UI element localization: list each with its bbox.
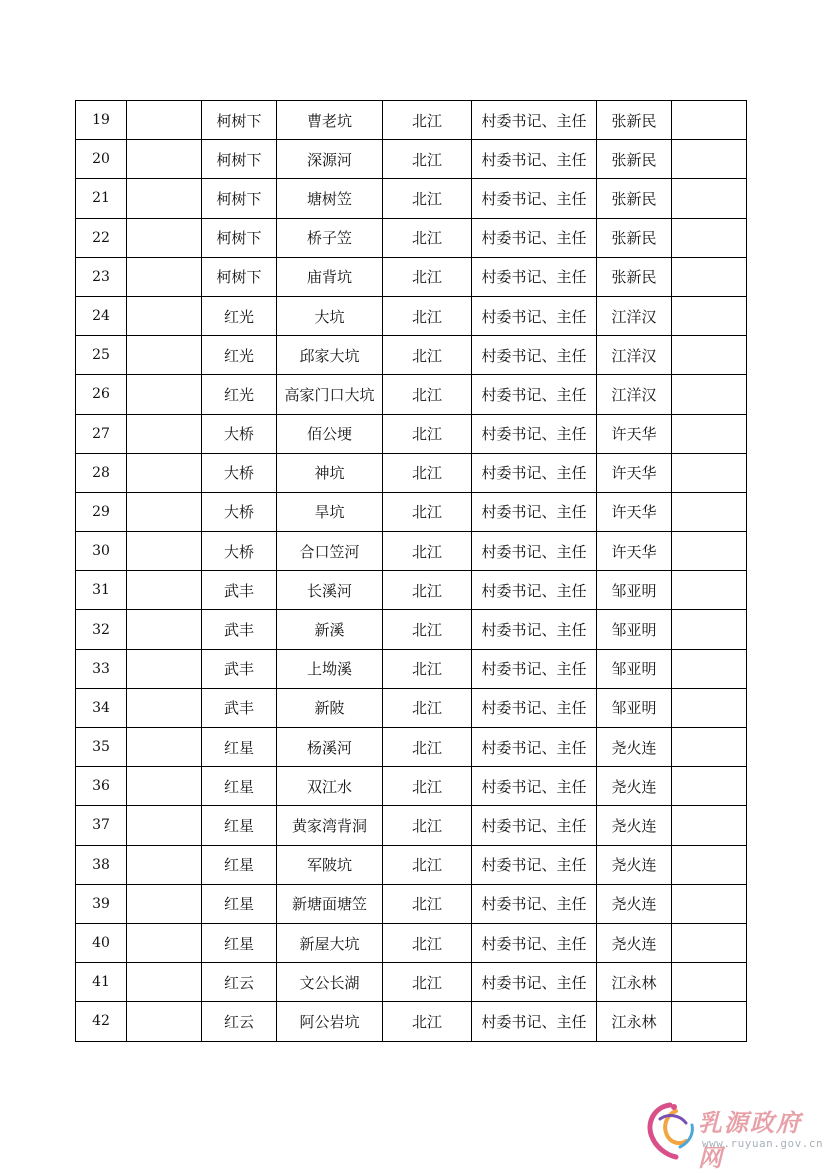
- village-cell: 红云: [202, 1002, 277, 1041]
- basin-cell: 北江: [383, 492, 472, 531]
- position-cell: 村委书记、主任: [472, 845, 597, 884]
- chief-name-cell: 邹亚明: [597, 610, 672, 649]
- blank-cell: [672, 728, 747, 767]
- chief-name-cell: 张新民: [597, 140, 672, 179]
- row-number: 34: [76, 688, 127, 727]
- table-row: [76, 923, 747, 962]
- river-cell: 阿公岩坑: [277, 1002, 383, 1041]
- table-row: [76, 375, 747, 414]
- row-number: 19: [76, 101, 127, 140]
- river-cell: 旱坑: [277, 492, 383, 531]
- basin-cell: 北江: [383, 728, 472, 767]
- basin-cell: 北江: [383, 610, 472, 649]
- basin-cell: 北江: [383, 806, 472, 845]
- chief-name-cell: 张新民: [597, 218, 672, 257]
- row-number: 27: [76, 414, 127, 453]
- village-cell: 柯树下: [202, 101, 277, 140]
- table-row: [76, 218, 747, 257]
- basin-cell: 北江: [383, 296, 472, 335]
- position-cell: 村委书记、主任: [472, 336, 597, 375]
- basin-cell: 北江: [383, 257, 472, 296]
- blank-cell: [127, 923, 202, 962]
- river-cell: 新溪: [277, 610, 383, 649]
- chief-name-cell: 张新民: [597, 101, 672, 140]
- row-number: 23: [76, 257, 127, 296]
- position-cell: 村委书记、主任: [472, 884, 597, 923]
- blank-cell: [127, 571, 202, 610]
- table-row: [76, 532, 747, 571]
- blank-cell: [672, 610, 747, 649]
- river-cell: 深源河: [277, 140, 383, 179]
- position-cell: 村委书记、主任: [472, 688, 597, 727]
- chief-name-cell: 尧火连: [597, 884, 672, 923]
- position-cell: 村委书记、主任: [472, 218, 597, 257]
- row-number: 33: [76, 649, 127, 688]
- river-cell: 新陂: [277, 688, 383, 727]
- site-url: www.ruyuan.gov.cn: [702, 1137, 824, 1150]
- basin-cell: 北江: [383, 414, 472, 453]
- river-cell: 邱家大坑: [277, 336, 383, 375]
- table-body: [76, 101, 747, 1042]
- river-cell: 大坑: [277, 296, 383, 335]
- table-row: [76, 884, 747, 923]
- blank-cell: [672, 375, 747, 414]
- chief-name-cell: 江洋汉: [597, 296, 672, 335]
- river-cell: 文公长湖: [277, 963, 383, 1002]
- row-number: 21: [76, 179, 127, 218]
- table-row: [76, 336, 747, 375]
- blank-cell: [127, 492, 202, 531]
- basin-cell: 北江: [383, 101, 472, 140]
- blank-cell: [127, 728, 202, 767]
- blank-cell: [127, 688, 202, 727]
- village-cell: 大桥: [202, 453, 277, 492]
- chief-name-cell: 张新民: [597, 257, 672, 296]
- position-cell: 村委书记、主任: [472, 532, 597, 571]
- blank-cell: [672, 492, 747, 531]
- blank-cell: [672, 649, 747, 688]
- village-cell: 红星: [202, 845, 277, 884]
- village-cell: 红星: [202, 884, 277, 923]
- blank-cell: [672, 767, 747, 806]
- table-row: [76, 179, 747, 218]
- blank-cell: [127, 140, 202, 179]
- basin-cell: 北江: [383, 453, 472, 492]
- village-cell: 红星: [202, 923, 277, 962]
- dragon-logo-icon: [640, 1097, 702, 1163]
- village-cell: 红星: [202, 806, 277, 845]
- blank-cell: [127, 101, 202, 140]
- row-number: 36: [76, 767, 127, 806]
- row-number: 39: [76, 884, 127, 923]
- row-number: 35: [76, 728, 127, 767]
- chief-name-cell: 江永林: [597, 1002, 672, 1041]
- table-row: [76, 767, 747, 806]
- blank-cell: [127, 453, 202, 492]
- river-cell: 神坑: [277, 453, 383, 492]
- basin-cell: 北江: [383, 688, 472, 727]
- blank-cell: [127, 845, 202, 884]
- blank-cell: [127, 257, 202, 296]
- chief-name-cell: 许天华: [597, 492, 672, 531]
- village-cell: 武丰: [202, 610, 277, 649]
- basin-cell: 北江: [383, 375, 472, 414]
- row-number: 41: [76, 963, 127, 1002]
- basin-cell: 北江: [383, 923, 472, 962]
- chief-name-cell: 尧火连: [597, 923, 672, 962]
- blank-cell: [672, 806, 747, 845]
- chief-name-cell: 许天华: [597, 532, 672, 571]
- chief-name-cell: 尧火连: [597, 845, 672, 884]
- blank-cell: [127, 806, 202, 845]
- village-cell: 红光: [202, 336, 277, 375]
- row-number: 38: [76, 845, 127, 884]
- river-cell: 长溪河: [277, 571, 383, 610]
- position-cell: 村委书记、主任: [472, 1002, 597, 1041]
- river-cell: 黄家湾背洞: [277, 806, 383, 845]
- blank-cell: [672, 296, 747, 335]
- row-number: 37: [76, 806, 127, 845]
- blank-cell: [127, 963, 202, 1002]
- chief-name-cell: 江永林: [597, 963, 672, 1002]
- table-row: [76, 1002, 747, 1041]
- table-row: [76, 963, 747, 1002]
- position-cell: 村委书记、主任: [472, 453, 597, 492]
- river-cell: 双江水: [277, 767, 383, 806]
- blank-cell: [672, 532, 747, 571]
- row-number: 40: [76, 923, 127, 962]
- basin-cell: 北江: [383, 218, 472, 257]
- village-cell: 柯树下: [202, 179, 277, 218]
- position-cell: 村委书记、主任: [472, 492, 597, 531]
- position-cell: 村委书记、主任: [472, 767, 597, 806]
- position-cell: 村委书记、主任: [472, 963, 597, 1002]
- blank-cell: [672, 179, 747, 218]
- blank-cell: [127, 610, 202, 649]
- village-cell: 大桥: [202, 414, 277, 453]
- blank-cell: [127, 532, 202, 571]
- basin-cell: 北江: [383, 649, 472, 688]
- blank-cell: [127, 884, 202, 923]
- blank-cell: [127, 336, 202, 375]
- table-row: [76, 257, 747, 296]
- position-cell: 村委书记、主任: [472, 101, 597, 140]
- basin-cell: 北江: [383, 532, 472, 571]
- row-number: 20: [76, 140, 127, 179]
- blank-cell: [672, 688, 747, 727]
- chief-name-cell: 许天华: [597, 414, 672, 453]
- village-cell: 红星: [202, 728, 277, 767]
- site-title: 乳源政府网: [698, 1109, 802, 1172]
- chief-name-cell: 邹亚明: [597, 688, 672, 727]
- position-cell: 村委书记、主任: [472, 806, 597, 845]
- village-cell: 红光: [202, 375, 277, 414]
- table-row: [76, 610, 747, 649]
- village-cell: 柯树下: [202, 218, 277, 257]
- position-cell: 村委书记、主任: [472, 610, 597, 649]
- chief-name-cell: 尧火连: [597, 767, 672, 806]
- blank-cell: [672, 923, 747, 962]
- village-cell: 红星: [202, 767, 277, 806]
- blank-cell: [672, 336, 747, 375]
- village-cell: 武丰: [202, 571, 277, 610]
- chief-name-cell: 尧火连: [597, 728, 672, 767]
- river-cell: 桥子笠: [277, 218, 383, 257]
- blank-cell: [672, 414, 747, 453]
- basin-cell: 北江: [383, 963, 472, 1002]
- chief-name-cell: 江洋汉: [597, 375, 672, 414]
- village-cell: 柯树下: [202, 257, 277, 296]
- river-cell: 新塘面塘笠: [277, 884, 383, 923]
- blank-cell: [672, 571, 747, 610]
- village-cell: 武丰: [202, 688, 277, 727]
- river-cell: 塘树笠: [277, 179, 383, 218]
- chief-name-cell: 江洋汉: [597, 336, 672, 375]
- row-number: 42: [76, 1002, 127, 1041]
- chief-name-cell: 邹亚明: [597, 649, 672, 688]
- village-cell: 大桥: [202, 532, 277, 571]
- blank-cell: [127, 767, 202, 806]
- table-row: [76, 845, 747, 884]
- blank-cell: [127, 649, 202, 688]
- chief-name-cell: 张新民: [597, 179, 672, 218]
- blank-cell: [672, 1002, 747, 1041]
- table-row: [76, 492, 747, 531]
- basin-cell: 北江: [383, 336, 472, 375]
- basin-cell: 北江: [383, 571, 472, 610]
- blank-cell: [127, 375, 202, 414]
- table-row: [76, 649, 747, 688]
- position-cell: 村委书记、主任: [472, 179, 597, 218]
- village-cell: 红光: [202, 296, 277, 335]
- river-cell: 曹老坑: [277, 101, 383, 140]
- row-number: 31: [76, 571, 127, 610]
- river-cell: 上坳溪: [277, 649, 383, 688]
- chief-name-cell: 许天华: [597, 453, 672, 492]
- row-number: 26: [76, 375, 127, 414]
- basin-cell: 北江: [383, 179, 472, 218]
- chief-name-cell: 邹亚明: [597, 571, 672, 610]
- table-row: [76, 296, 747, 335]
- basin-cell: 北江: [383, 140, 472, 179]
- blank-cell: [127, 296, 202, 335]
- river-cell: 庙背坑: [277, 257, 383, 296]
- position-cell: 村委书记、主任: [472, 375, 597, 414]
- position-cell: 村委书记、主任: [472, 296, 597, 335]
- blank-cell: [127, 414, 202, 453]
- blank-cell: [672, 884, 747, 923]
- blank-cell: [672, 453, 747, 492]
- position-cell: 村委书记、主任: [472, 257, 597, 296]
- position-cell: 村委书记、主任: [472, 414, 597, 453]
- table-row: [76, 571, 747, 610]
- table-row: [76, 453, 747, 492]
- position-cell: 村委书记、主任: [472, 140, 597, 179]
- row-number: 28: [76, 453, 127, 492]
- blank-cell: [672, 218, 747, 257]
- row-number: 24: [76, 296, 127, 335]
- river-cell: 军陂坑: [277, 845, 383, 884]
- river-cell: 合口笠河: [277, 532, 383, 571]
- table-row: [76, 688, 747, 727]
- row-number: 32: [76, 610, 127, 649]
- blank-cell: [127, 218, 202, 257]
- basin-cell: 北江: [383, 845, 472, 884]
- village-cell: 红云: [202, 963, 277, 1002]
- blank-cell: [672, 101, 747, 140]
- table-row: [76, 728, 747, 767]
- row-number: 29: [76, 492, 127, 531]
- table-row: [76, 101, 747, 140]
- blank-cell: [672, 140, 747, 179]
- village-cell: 武丰: [202, 649, 277, 688]
- river-cell: 新屋大坑: [277, 923, 383, 962]
- position-cell: 村委书记、主任: [472, 649, 597, 688]
- row-number: 22: [76, 218, 127, 257]
- river-cell: 高家门口大坑: [277, 375, 383, 414]
- position-cell: 村委书记、主任: [472, 728, 597, 767]
- basin-cell: 北江: [383, 1002, 472, 1041]
- table-row: [76, 140, 747, 179]
- basin-cell: 北江: [383, 884, 472, 923]
- site-watermark-logo: [640, 1097, 824, 1172]
- table-row: [76, 414, 747, 453]
- village-cell: 大桥: [202, 492, 277, 531]
- blank-cell: [127, 179, 202, 218]
- row-number: 30: [76, 532, 127, 571]
- village-cell: 柯树下: [202, 140, 277, 179]
- basin-cell: 北江: [383, 767, 472, 806]
- river-chief-table: [75, 100, 747, 1042]
- blank-cell: [672, 257, 747, 296]
- chief-name-cell: 尧火连: [597, 806, 672, 845]
- blank-cell: [672, 845, 747, 884]
- table-row: [76, 806, 747, 845]
- position-cell: 村委书记、主任: [472, 571, 597, 610]
- blank-cell: [672, 963, 747, 1002]
- river-cell: 杨溪河: [277, 728, 383, 767]
- blank-cell: [127, 1002, 202, 1041]
- row-number: 25: [76, 336, 127, 375]
- river-cell: 佰公埂: [277, 414, 383, 453]
- position-cell: 村委书记、主任: [472, 923, 597, 962]
